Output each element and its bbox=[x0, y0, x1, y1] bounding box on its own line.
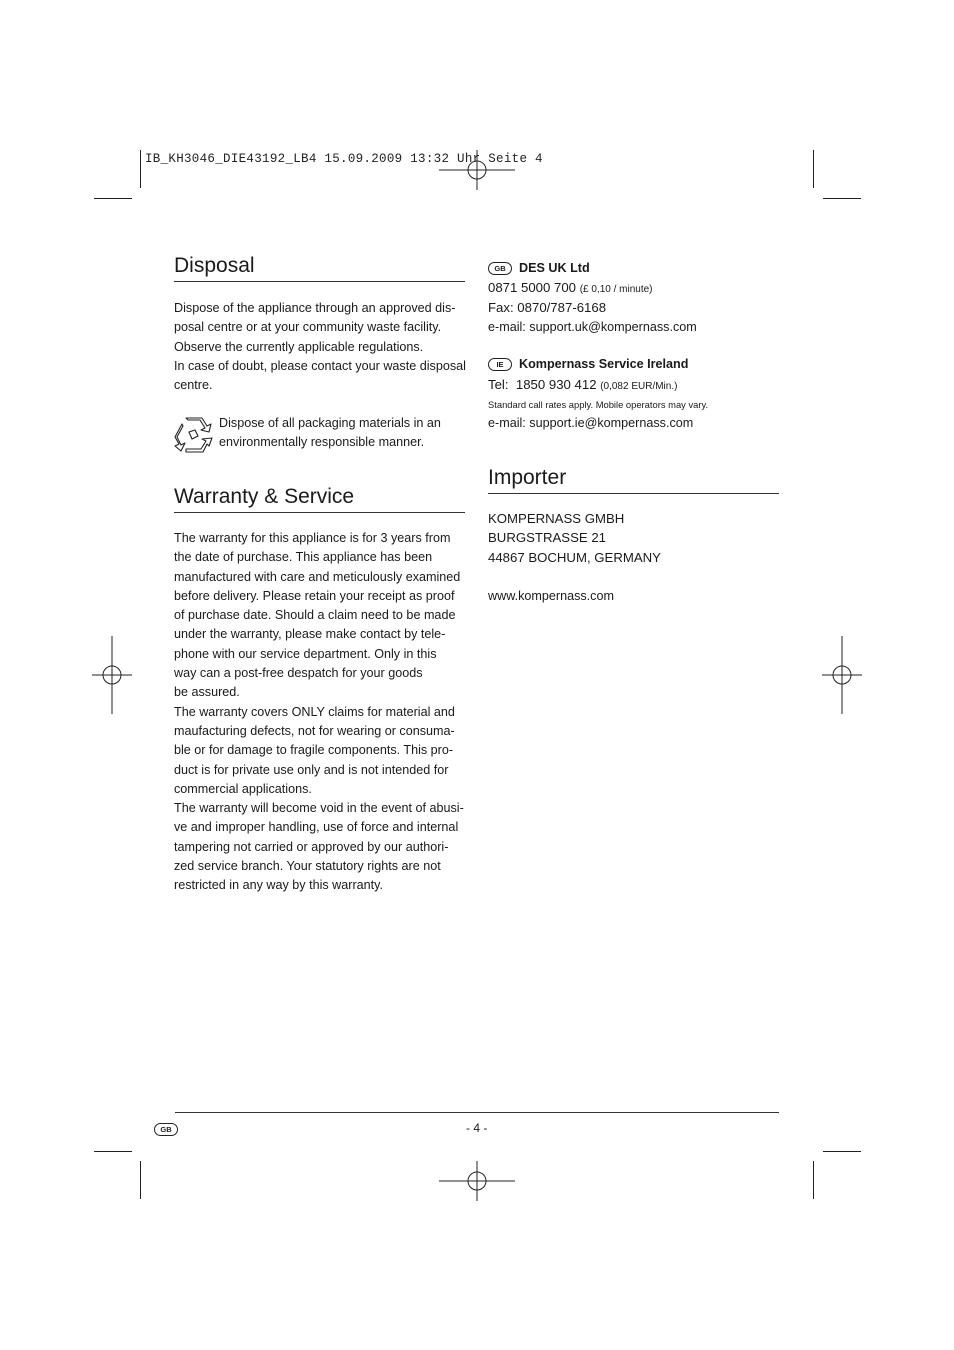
footer-rule bbox=[175, 1112, 779, 1113]
registration-mark-top bbox=[437, 150, 517, 190]
registration-mark-right bbox=[822, 636, 862, 714]
service-uk-phone-rate: (£ 0,10 / minute) bbox=[579, 284, 653, 295]
importer-heading: Importer bbox=[488, 466, 567, 489]
importer-rule bbox=[488, 493, 779, 494]
service-ie-name-line bbox=[488, 355, 688, 374]
service-uk-name-line bbox=[488, 259, 590, 278]
registration-mark-bottom bbox=[437, 1161, 517, 1201]
importer-address: KOMPERNASS GMBH BURGSTRASSE 21 44867 BOCHUM, GERMANY bbox=[488, 511, 661, 565]
service-ie-phone-rate: (0,082 EUR/Min.) bbox=[600, 381, 678, 392]
service-ie-phone-line bbox=[488, 375, 677, 396]
footer-gb-badge: GB bbox=[154, 1123, 178, 1136]
service-ie-note: Standard call rates apply. Mobile operators may vary. bbox=[488, 399, 709, 410]
ie-country-badge: IE bbox=[488, 358, 512, 371]
service-uk-fax: Fax: 0870/787-6168 bbox=[488, 300, 607, 315]
recycle-icon bbox=[174, 416, 214, 454]
disposal-heading: Disposal bbox=[174, 254, 255, 277]
service-ie-email: e-mail: support.ie@kompernass.com bbox=[488, 416, 694, 430]
service-ie-phone: 1850 930 412 bbox=[515, 377, 597, 392]
page-number: - 4 - bbox=[466, 1121, 488, 1135]
service-uk-email: e-mail: support.uk@kompernass.com bbox=[488, 320, 697, 334]
gb-country-badge: GB bbox=[488, 262, 512, 275]
service-ie-phone-label: Tel: bbox=[488, 377, 509, 392]
warranty-heading: Warranty & Service bbox=[174, 485, 355, 508]
warranty-text: The warranty for this appliance is for 3 years from the date of purchase. This appliance has been manufactured with care and meticulously examined before delivery. Please retain your receipt as proof of purchase date. Should a claim need to be made under the warranty, please make contact by tele- phone with our service department. Only in this way can a post-free despatch for your goods be assured. The warranty covers ONLY claims for material and maufacturing defects, not for wearing or consuma- ble or for damage to fragile components. This pro- duct is for private use only and is not intended for commercial applications. The warranty will become void in the event of abusi- ve and improper handling, use of force and internal tampering not carried or approved by our authori- zed service branch. Your statutory rights are not restricted in any way by this warranty. bbox=[174, 531, 464, 893]
service-uk-name: DES UK Ltd bbox=[519, 261, 590, 275]
service-ie-name: Kompernass Service Ireland bbox=[519, 357, 689, 371]
service-uk-phone: 0871 5000 700 bbox=[488, 280, 577, 295]
print-slug: IB_KH3046_DIE43192_LB4 15.09.2009 13:32 Uhr Seite 4 bbox=[145, 152, 543, 166]
service-uk-phone-line bbox=[488, 278, 653, 299]
disposal-text: Dispose of the appliance through an approved dis- posal centre or at your community waste facility. Observe the currently applicable regulations. In case of doubt, please contact your waste disposal centre. bbox=[174, 301, 466, 393]
disposal-rule bbox=[174, 281, 465, 282]
registration-mark-left bbox=[92, 636, 132, 714]
packaging-text: Dispose of all packaging materials in an environmentally responsible manner. bbox=[219, 416, 441, 450]
warranty-rule bbox=[174, 512, 465, 513]
importer-website: www.kompernass.com bbox=[488, 589, 614, 603]
